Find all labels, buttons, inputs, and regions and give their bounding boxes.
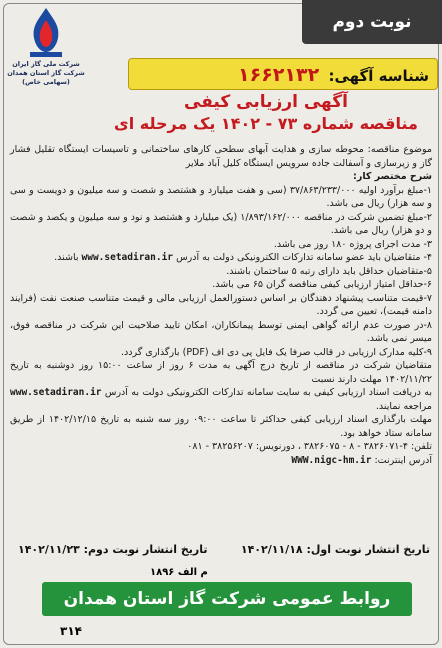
- summary-label: شرح مختصر کار:: [353, 171, 432, 182]
- second-publish-date: تاریخ انتشار نوبت دوم: ۱۴۰۲/۱۱/۲۳: [18, 543, 208, 556]
- item-3: ۳- مدت اجرای پروژه ۱۸۰ روز می باشد.: [273, 238, 432, 250]
- setadiran-link-2[interactable]: www.setadiran.ir: [10, 387, 102, 398]
- logo-line1: شرکت ملی گاز ایران: [12, 60, 80, 68]
- logo-line3: (سهامی خاص): [22, 78, 70, 86]
- website-line: [10, 454, 432, 468]
- item-4: [10, 251, 432, 265]
- mf-code: م الف ۱۸۹۶: [150, 567, 208, 578]
- first-publish-date: تاریخ انتشار نوبت اول: ۱۴۰۲/۱۱/۱۸: [240, 543, 430, 556]
- ad-body: [10, 143, 432, 467]
- contact-phone: تلفن: ۴-۳۸۲۶۰۷۱ - ۸ - ۳۸۲۶۰۷۵ ، دورنویس: ۳۸۲۵۶۲۰۷ - ۰۸۱: [187, 441, 432, 452]
- page-number: ۳۱۴: [60, 624, 82, 638]
- item-5: ۵-متقاضیان حداقل باید دارای رتبه ۵ ساختمان باشند.: [226, 265, 432, 277]
- notice-id-number: ۱۶۶۲۱۳۲: [238, 64, 320, 86]
- item-4-end: باشند.: [54, 252, 79, 263]
- item-6: ۶-حداقل امتیاز ارزیابی کیفی مناقصه گران ۶۵ می باشد.: [212, 279, 432, 290]
- notice-id-box: [128, 58, 438, 90]
- public-relations-banner: روابط عمومی شرکت گاز استان همدان: [42, 582, 412, 616]
- item-1: ۱-مبلغ برآورد اولیه ۳۷/۸۶۳/۲۳۳/۰۰۰ (سی و هفت میلیارد و هشتصد و شصت و سه میلیون و دویست و سی و سه هزار) ریال می باشد.: [10, 184, 432, 209]
- website-label: آدرس اینترنت:: [374, 454, 432, 466]
- company-logo: [6, 4, 86, 120]
- download-paragraph: [10, 386, 432, 413]
- logo-line2: شرکت گاز استان همدان: [7, 69, 85, 77]
- deadline-paragraph: متقاضیان شرکت در مناقصه از تاریخ درج آگهی به مدت ۶ روز از ساعت ۱۵:۰۰ روز دوشنبه به تاریخ ۱۴۰۲/۱۱/۲۲ مهلت دارند نسبت: [10, 360, 433, 385]
- item-8: ۸-در صورت عدم ارائه گواهی ایمنی توسط پیمانکاران، امکان تایید صلاحیت این شرکت در مناقصه فوق، میسر نمی باشد.: [10, 319, 432, 344]
- gas-flame-icon: [24, 4, 68, 60]
- upload-deadline: مهلت بارگذاری اسناد ارزیابی کیفی حداکثر تا ساعت ۰۹:۰۰ روز سه شنبه به تاریخ ۱۴۰۲/۱۲/۱۵ از طریق سامانه ستاد خواهد بود.: [10, 414, 432, 439]
- notice-id-label: شناسه آگهی:: [328, 67, 429, 85]
- publish-dates: [8, 540, 434, 562]
- ad-title: آگهی ارزیابی کیفی: [184, 92, 348, 112]
- website-link[interactable]: WWW.nigc-hm.ir: [291, 454, 372, 466]
- item-7: ۷-قیمت متناسب پیشنهاد دهندگان بر اساس دستورالعمل ارزیابی مالی و قیمت متناسب صنعت نفت (فرایند دامنه قیمت)، تعیین می گردد.: [10, 292, 432, 317]
- download-end: مراجعه نمایند.: [375, 400, 432, 412]
- item-2: ۲-مبلغ تضمین شرکت در مناقصه ۱/۸۹۳/۱۶۲/۰۰۰ (یک میلیارد و هشتصد و نود و سه میلیون و یکصد و شصت و دو هزار) ریال می باشد.: [10, 211, 433, 236]
- setadiran-link[interactable]: www.setadiran.ir: [81, 252, 174, 263]
- item-4-text: ۴- متقاضیان باید عضو سامانه تدارکات الکترونیکی دولت به آدرس: [176, 252, 432, 263]
- second-notice-ribbon: نوبت دوم: [302, 0, 442, 44]
- tender-number-title: مناقصه شماره ۷۳ - ۱۴۰۲ یک مرحله ای: [114, 114, 418, 133]
- download-text: به دریافت اسناد ارزیابی کیفی به سایت سامانه تدارکات الکترونیکی دولت به آدرس: [104, 387, 432, 398]
- tender-subject: موضوع مناقصه: محوطه سازی و هدایت آبهای سطحی کارهای ساختمانی و تاسیسات ایستگاه تقلیل فشار گاز و زیرسازی و آسفالت جاده سرویس ایستگاه کلیل آباد ملایر: [10, 144, 432, 169]
- item-9: ۹-کلیه مدارک ارزیابی در قالب صرفا یک فایل پی دی اف (PDF) بارگذاری گردد.: [121, 346, 432, 358]
